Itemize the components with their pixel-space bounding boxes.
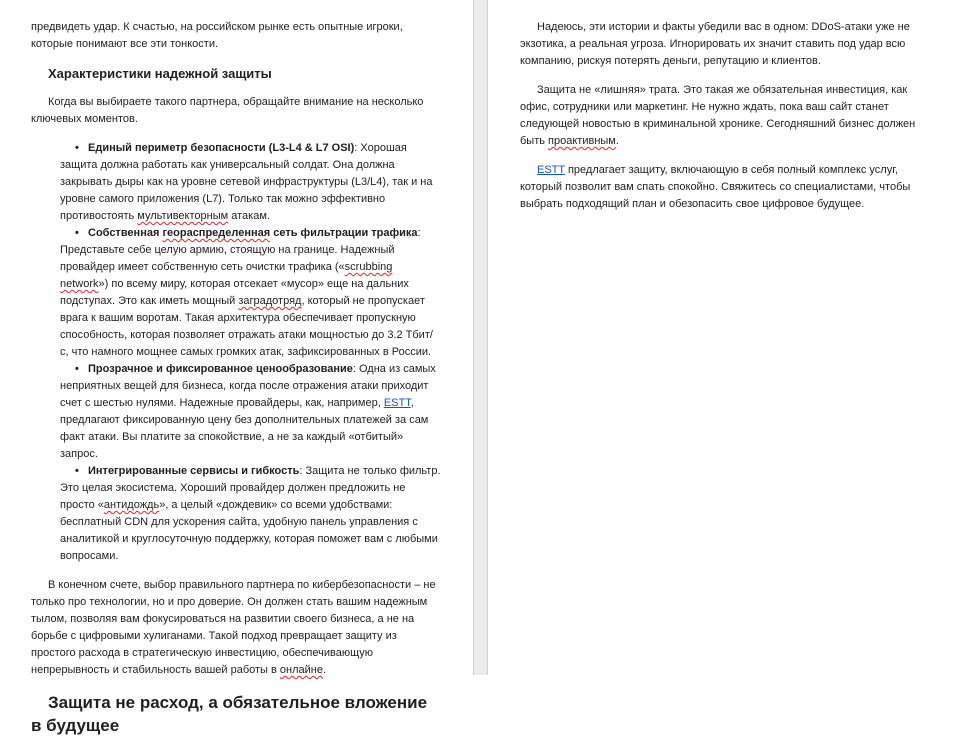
paragraph bbox=[31, 577, 441, 679]
paragraph bbox=[520, 162, 920, 213]
section-heading bbox=[31, 691, 441, 737]
text-run: предлагает защиту, включающую в себя полный комплекс услуг, который позволит вам спать спокойно. Свяжитесь со специалистами, чтобы выбрать подходящий план и обезопасить свое цифровое будущее. bbox=[520, 164, 911, 210]
text-run: предвидеть удар. К счастью, на российском рынке есть опытные игроки, которые понимают все эти тонкости. bbox=[31, 21, 403, 50]
text-run: Когда вы выбираете такого партнера, обращайте внимание на несколько ключевых моментов. bbox=[31, 96, 424, 125]
page-gap bbox=[473, 0, 488, 675]
text-run: Единый периметр безопасности (L3-L4 & L7 OSI) bbox=[88, 142, 355, 154]
text-run: Прозрачное и фиксированное ценообразование bbox=[88, 363, 353, 375]
text-run: », а целый «дождевик» со всеми удобствами: бесплатный CDN для ускорения сайта, удобную панель управления с аналитикой и круглосуточную поддержку, которая поможет вам с любыми вопросами. bbox=[60, 499, 438, 562]
list-item bbox=[60, 225, 441, 361]
text-run: атакам. bbox=[228, 210, 270, 222]
paragraph bbox=[520, 82, 920, 150]
misspelled-word: антидождь bbox=[103, 499, 160, 511]
bullet-list bbox=[31, 140, 441, 565]
text-run: Характеристики надежной защиты bbox=[48, 66, 272, 81]
text-run: Собственная bbox=[88, 227, 163, 239]
text-run: : Представьте себе целую армию, стоящую на границе. Надежный провайдер имеет собственную сеть очистки трафика (« bbox=[60, 227, 421, 273]
text-run: , который не пропускает врага к вашим воротам. Такая архитектура обеспечивает пропускную способность, которая позволяет отражать атаки мощностью до 3.2 Тбит/с, что намного мощнее самых громких атак, зафиксированных в России. bbox=[60, 295, 433, 358]
document-page-right[interactable] bbox=[488, 0, 960, 675]
estt-link[interactable]: ESTT bbox=[383, 397, 411, 409]
text-run: Защита не «лишняя» трата. Это такая же обязательная инвестиция, как офис, сотрудники или маркетинг. Не нужно ждать, пока ваш сайт станет следующей новостью в криминальной хронике. Сегодняшний бизнес должен быть bbox=[520, 84, 916, 147]
text-run: . bbox=[323, 664, 327, 676]
paragraph bbox=[520, 19, 920, 70]
misspelled-word: геораспределенная bbox=[162, 227, 271, 239]
text-run: , предлагают фиксированную цену без дополнительных платежей за сам факт атаки. Вы платите за спокойствие, а не за каждый «отбитый» запрос. bbox=[60, 397, 429, 460]
text-run: Интегрированные сервисы и гибкость bbox=[88, 465, 300, 477]
misspelled-word: scrubbing network bbox=[60, 261, 393, 290]
document-page-left[interactable] bbox=[0, 0, 473, 735]
misspelled-word: заградотряд bbox=[238, 295, 302, 307]
text-run: Надеюсь, эти истории и факты убедили вас в одном: DDoS-атаки уже не экзотика, а реальная угроза. Игнорировать их значит ставить под удар всю компанию, рискуя потерять деньги, репутацию и клиентов. bbox=[520, 21, 910, 67]
text-run: ») по всему миру, которая отсекает «мусор» еще на дальних подступах. Это как иметь мощный bbox=[60, 278, 409, 307]
text-run: : Защита не только фильтр. Это целая экосистема. Хороший провайдер должен предложить не просто « bbox=[60, 465, 441, 511]
text-run: В конечном счете, выбор правильного партнера по кибербезопасности – не только про технологии, но и про доверие. Он должен стать вашим надежным тылом, позволяя вам фокусироваться на развитии своего бизнеса, а не на борьбе с цифровыми хулиганами. Такой подход превращает защиту из простого расхода в стратегическую инвестицию, обеспечивающую непрерывность и стабильность вашей работы в bbox=[31, 579, 436, 676]
section-heading bbox=[31, 65, 441, 83]
text-run: Защита не расход, а обязательное вложение в будущее bbox=[31, 693, 428, 735]
text-run: : Хорошая защита должна работать как универсальный солдат. Она должна закрывать дыры как на уровне сетевой инфраструктуры (L3/L4), так и на уровне самого приложения (L7). Только так можно эффективно противостоять bbox=[60, 142, 433, 222]
text-run: сеть фильтрации трафика bbox=[270, 227, 418, 239]
estt-link[interactable]: ESTT bbox=[537, 164, 565, 176]
text-run: : Одна из самых неприятных вещей для бизнеса, когда после отражения атаки приходит счет с шестью нулями. Надежные провайдеры, как, например, bbox=[60, 363, 436, 409]
misspelled-word: проактивным bbox=[548, 135, 616, 147]
list-item bbox=[60, 361, 441, 463]
misspelled-word: онлайне bbox=[279, 664, 323, 676]
paragraph bbox=[31, 94, 441, 128]
paragraph bbox=[31, 19, 441, 53]
text-run: . bbox=[615, 135, 619, 147]
list-item bbox=[60, 140, 441, 225]
misspelled-word: мультивекторным bbox=[137, 210, 229, 222]
list-item bbox=[60, 463, 441, 565]
